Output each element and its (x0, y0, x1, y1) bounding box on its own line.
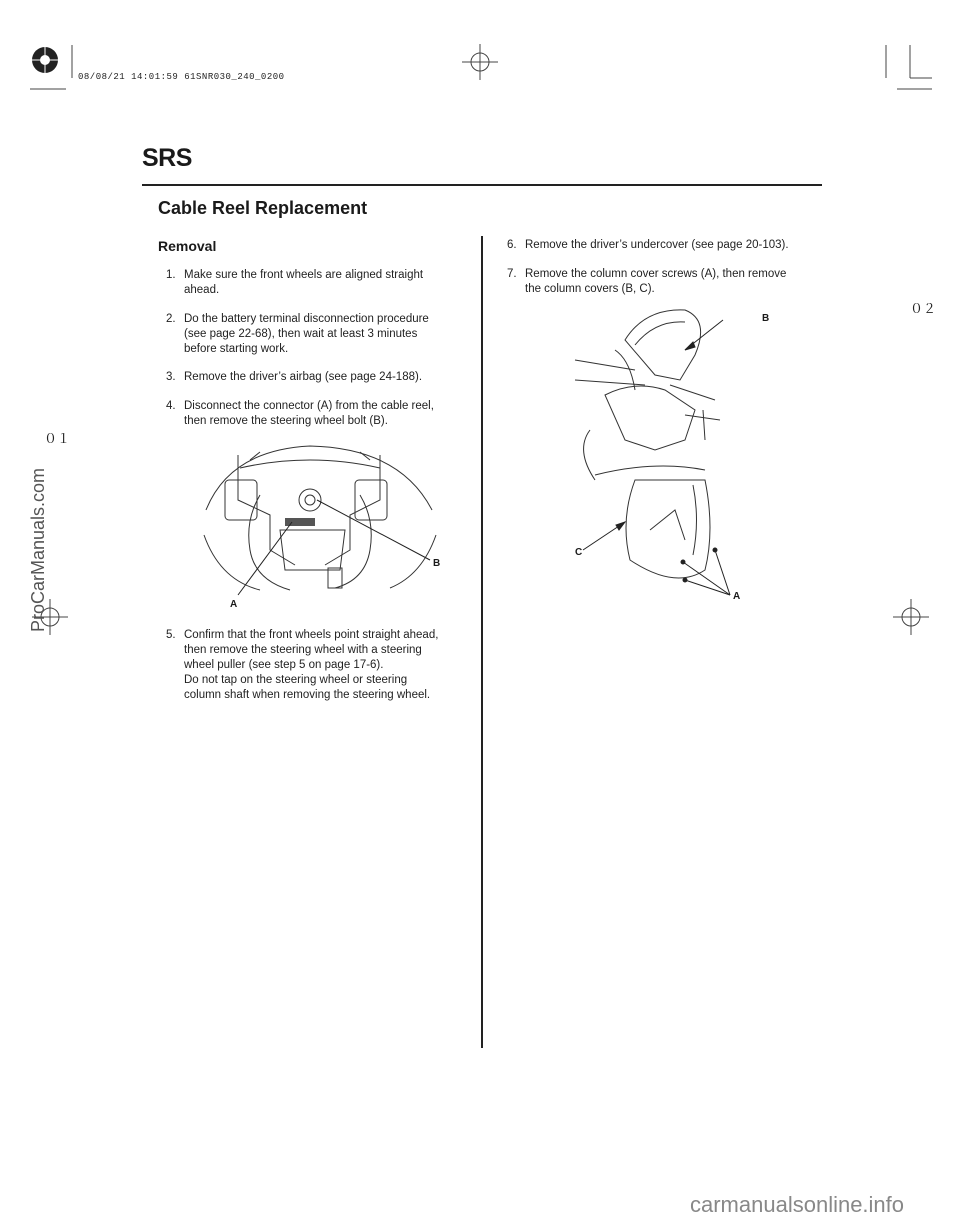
callout-label: B (433, 558, 441, 569)
header-rule (142, 184, 822, 186)
step-4 (166, 399, 466, 429)
step-text: ahead. (184, 284, 220, 296)
step-text: the column covers (B, C). (525, 283, 655, 295)
steering-wheel-illustration (200, 440, 440, 610)
step-text: then remove the steering wheel with a steering (184, 644, 422, 656)
step-number: 3. (166, 371, 176, 383)
step-number: 4. (166, 400, 176, 412)
page-title: Cable Reel Replacement (158, 198, 368, 218)
step-6 (507, 238, 817, 253)
margin-mark-right: ０２ (910, 302, 937, 317)
step-text: Do the battery terminal disconnection procedure (184, 313, 429, 325)
step-text: Make sure the front wheels are aligned straight (184, 269, 424, 281)
section-heading: SRS (142, 144, 192, 172)
step-2 (166, 312, 466, 357)
margin-mark-left: ０１ (44, 432, 71, 447)
callout-label: A (733, 591, 741, 602)
watermark-bottom: carmanualsonline.info (690, 1192, 905, 1217)
step-number: 2. (166, 313, 176, 325)
step-text: Remove the column cover screws (A), then remove (525, 268, 787, 280)
step-text: column shaft when removing the steering wheel. (184, 689, 431, 701)
step-5 (166, 628, 476, 703)
registration-target-icon (30, 45, 60, 75)
step-number: 7. (507, 268, 517, 280)
step-text: then remove the steering wheel bolt (B). (184, 415, 388, 427)
step-text: Remove the driver’s undercover (see page 20-103). (525, 239, 789, 251)
step-3 (166, 370, 466, 385)
step-text: Do not tap on the steering wheel or steering (184, 674, 408, 686)
callout-label: A (230, 599, 238, 610)
step-number: 5. (166, 629, 176, 641)
step-number: 6. (507, 239, 517, 251)
procedure-heading: Removal (158, 238, 217, 254)
column-cover-illustration (575, 300, 775, 600)
step-number: 1. (166, 269, 176, 281)
watermark-side: ProCarManuals.com (28, 467, 48, 632)
step-7 (507, 267, 817, 297)
step-text: Disconnect the connector (A) from the cable reel, (184, 400, 434, 412)
step-text: Confirm that the front wheels point straight ahead, (184, 629, 439, 641)
callout-label: B (762, 313, 770, 324)
crosshair-icon (462, 44, 498, 80)
step-text: (see page 22-68), then wait at least 3 minutes (184, 328, 418, 340)
step-text: before starting work. (184, 343, 289, 355)
crosshair-icon (893, 599, 929, 635)
callout-label: C (575, 547, 583, 558)
step-1 (166, 268, 466, 298)
column-divider (481, 236, 483, 1048)
print-stamp: 08/08/21 14:01:59 61SNR030_240_0200 (78, 72, 285, 82)
step-text: wheel puller (see step 5 on page 17-6). (184, 659, 384, 671)
step-text: Remove the driver’s airbag (see page 24-188). (184, 371, 423, 383)
